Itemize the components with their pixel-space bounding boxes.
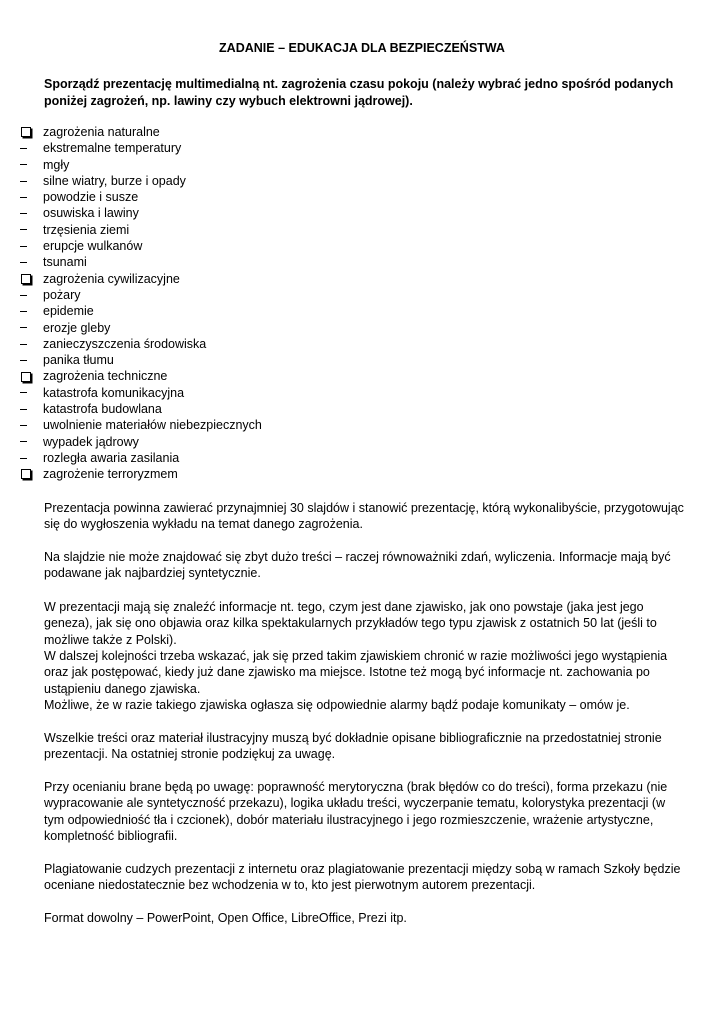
- hazard-label: trzęsienia ziemi: [43, 222, 130, 237]
- dash-bullet-icon: [19, 320, 35, 336]
- hazard-subitem: [19, 157, 699, 173]
- dash-bullet-icon: [19, 336, 35, 352]
- dash-bullet-icon: [19, 417, 35, 433]
- hazard-label: erozje gleby: [43, 320, 111, 335]
- checkbox-bullet-icon: [19, 271, 35, 287]
- hazard-list: [19, 124, 699, 483]
- checkbox-bullet-icon: [19, 124, 35, 140]
- hazard-category-item: [19, 466, 699, 482]
- dash-bullet-icon: [19, 303, 35, 319]
- hazard-category-item: [19, 271, 699, 287]
- dash-bullet-icon: [19, 401, 35, 417]
- hazard-label: osuwiska i lawiny: [43, 206, 139, 221]
- hazard-label: katastrofa budowlana: [43, 402, 162, 417]
- hazard-label: zagrożenia cywilizacyjne: [43, 271, 180, 286]
- checkbox-bullet-icon: [19, 368, 35, 384]
- paragraph-format: Format dowolny – PowerPoint, Open Office, LibreOffice, Prezi itp.: [44, 911, 407, 925]
- dash-bullet-icon: [19, 157, 35, 173]
- dash-bullet-icon: [19, 352, 35, 368]
- hazard-subitem: [19, 222, 699, 238]
- paragraph-plagiarism: Plagiatowanie cudzych prezentacji z internetu oraz plagiatowanie prezentacji między sobą w ramach Szkoły będzie oceniane niedostatecznie bez wchodzenia w to, kto jest pierwotnym autorem prezentacji.: [44, 862, 681, 893]
- hazard-label: erupcje wulkanów: [43, 239, 143, 254]
- hazard-subitem: [19, 434, 699, 450]
- hazard-subitem: [19, 320, 699, 336]
- hazard-label: rozległa awaria zasilania: [43, 450, 180, 465]
- hazard-category-item: [19, 368, 699, 384]
- paragraph-slide-content: Na slajdzie nie może znajdować się zbyt dużo treści – raczej równoważniki zdań, wyliczenia. Informacje mają być podawane jak najbardziej syntetycznie.: [44, 550, 671, 581]
- hazard-subitem: [19, 336, 699, 352]
- hazard-subitem: [19, 303, 699, 319]
- checkbox-bullet-icon: [19, 466, 35, 482]
- hazard-subitem: [19, 352, 699, 368]
- hazard-label: zagrożenia techniczne: [43, 369, 168, 384]
- paragraph-bibliography: Wszelkie treści oraz materiał ilustracyjny muszą być dokładnie opisane bibliograficznie na przedostatniej stronie prezentacji. Na ostatniej stronie podziękuj za uwagę.: [44, 731, 662, 762]
- dash-bullet-icon: [19, 222, 35, 238]
- dash-bullet-icon: [19, 450, 35, 466]
- hazard-label: mgły: [43, 157, 70, 172]
- hazard-label: zagrożenia naturalne: [43, 125, 160, 139]
- hazard-label: ekstremalne temperatury: [43, 141, 182, 156]
- task-instruction: Sporządź prezentację multimedialną nt. zagrożenia czasu pokoju (należy wybrać jedno spośród podanych poniżej zagrożeń, np. lawiny czy wybuch elektrowni jądrowej).: [44, 77, 674, 108]
- dash-bullet-icon: [19, 189, 35, 205]
- paragraph-alarms: Możliwe, że w razie takiego zjawiska ogłasza się odpowiednie alarmy bądź podaje komunikaty – omów je.: [44, 698, 630, 712]
- paragraph-protection: W dalszej kolejności trzeba wskazać, jak się przed takim zjawiskiem chronić w razie możliwości jego wystąpienia oraz jak postępować, kiedy już dane zjawisko ma miejsce. Istotne też mogą być informacje nt. zachowania po ustąpieniu danego zjawiska.: [44, 649, 668, 696]
- hazard-subitem: [19, 238, 699, 254]
- hazard-label: epidemie: [43, 304, 94, 319]
- dash-bullet-icon: [19, 385, 35, 401]
- hazard-subitem: [19, 140, 699, 156]
- document-title: ZADANIE – EDUKACJA DLA BEZPIECZEŃSTWA: [219, 41, 505, 55]
- hazard-subitem: [19, 287, 699, 303]
- hazard-label: silne wiatry, burze i opady: [43, 173, 186, 188]
- hazard-label: katastrofa komunikacyjna: [43, 385, 185, 400]
- hazard-label: powodzie i susze: [43, 190, 139, 205]
- hazard-subitem: [19, 254, 699, 270]
- hazard-subitem: [19, 401, 699, 417]
- dash-bullet-icon: [19, 254, 35, 270]
- paragraph-slides-requirement: Prezentacja powinna zawierać przynajmniej 30 slajdów i stanowić prezentację, którą wykonalibyście, przygotowując się do wygłoszenia wykładu na temat danego zagrożenia.: [44, 501, 684, 532]
- hazard-subitem: [19, 189, 699, 205]
- hazard-subitem: [19, 173, 699, 189]
- hazard-label: zagrożenie terroryzmem: [43, 467, 178, 482]
- hazard-label: uwolnienie materiałów niebezpiecznych: [43, 418, 262, 433]
- paragraph-content-scope: W prezentacji mają się znaleźć informacje nt. tego, czym jest dane zjawisko, jak ono powstaje (jaka jest jego geneza), jak się ono objawia oraz kilka spektakularnych przykładów tego typu zjawisk z ostatnich 50 lat (jeśli to możliwe także z Polski).: [44, 600, 657, 647]
- hazard-subitem: [19, 205, 699, 221]
- dash-bullet-icon: [19, 434, 35, 450]
- hazard-label: zanieczyszczenia środowiska: [43, 336, 207, 351]
- hazard-subitem: [19, 417, 699, 433]
- hazard-subitem: [19, 450, 699, 466]
- dash-bullet-icon: [19, 205, 35, 221]
- dash-bullet-icon: [19, 140, 35, 156]
- dash-bullet-icon: [19, 238, 35, 254]
- hazard-label: wypadek jądrowy: [43, 434, 139, 449]
- dash-bullet-icon: [19, 287, 35, 303]
- hazard-label: tsunami: [43, 255, 87, 270]
- hazard-subitem: [19, 385, 699, 401]
- hazard-label: pożary: [43, 287, 81, 302]
- dash-bullet-icon: [19, 173, 35, 189]
- paragraph-grading: Przy ocenianiu brane będą po uwagę: poprawność merytoryczna (brak błędów co do treści), forma przekazu (nie wypracowanie ale syntetyczność przekazu), logika układu treści, wyczerpanie tematu, kolorystyka prezentacji (w tym odpowiedniość tła i czcionek), dobór materiału ilustracyjnego i jego rozmieszczenie, wrażenie artystyczne, kompletność bibliografii.: [44, 780, 668, 844]
- hazard-label: panika tłumu: [43, 353, 114, 368]
- hazard-category-item: [19, 124, 699, 140]
